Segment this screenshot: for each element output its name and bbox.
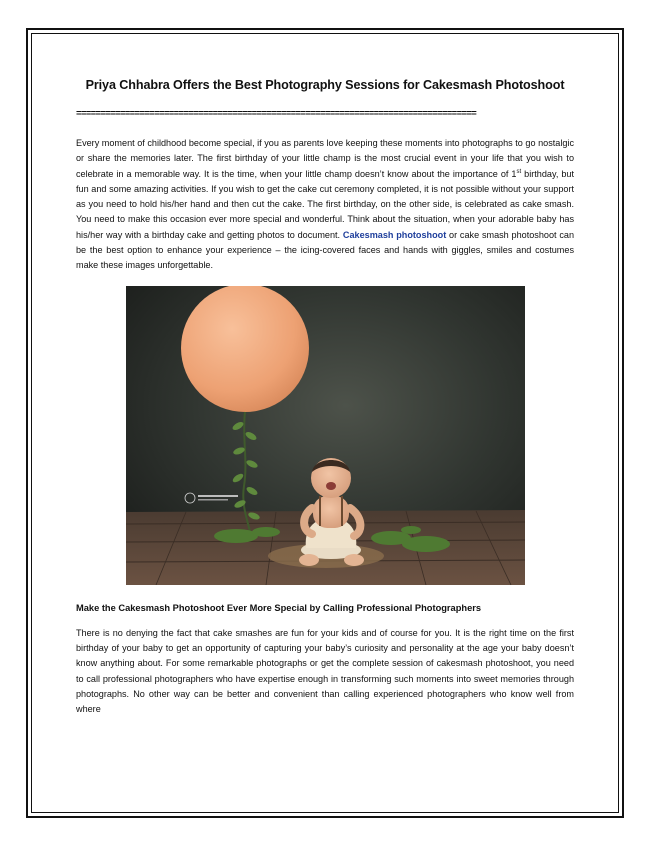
intro-paragraph: [76, 136, 574, 274]
ordinal-suffix: st: [516, 168, 522, 175]
intro-text-2: birthday, but fun and some amazing activities. If you wish to get the cake cut ceremony completed, it is not possible without your support as you need to hold his/her hand and then cut the cake. The first birthday, on the other side, is celebrated as cake smash. You need to make this occasion ever more special and wonderful. Think about the situation, when your adorable baby has his/her way with a birthday cake and getting photos to document.: [76, 168, 574, 240]
document-title: Priya Chhabra Offers the Best Photography Sessions for Cakesmash Photoshoot: [85, 78, 565, 92]
intro-text-3: or cake smash photoshoot can be the best option to enhance your experience – the icing-covered faces and hands with giggles, smiles and costumes make these images unforgettable.: [76, 229, 574, 271]
cakesmash-photoshoot-link[interactable]: Cakesmash photoshoot: [342, 229, 447, 240]
balloon: [181, 286, 309, 412]
document-content: [76, 76, 574, 717]
section-subheading: Make the Cakesmash Photoshoot Ever More Special by Calling Professional Photographers: [76, 602, 482, 613]
body-paragraph-2: There is no denying the fact that cake smashes are fun for your kids and of course for you. It is the right time on the first birthday of your baby to get an opportunity of capturing your baby’s curiosity and personality at the age your baby doesn’t know anything about. For some remarkable photographs or get the complete session of cakesmash photoshoot, you need to call professional photographers who have expertise enough in transforming such moments into sweet memories through photographs. No other way can be better and convenient than calling experienced photographers who know well from where: [76, 627, 574, 715]
baby-balloon-photo: [126, 286, 525, 585]
intro-text-1: Every moment of childhood become special, if you as parents love keeping these moments into photographs to go nostalgic or share the memories later. The first birthday of your little champ is the most crucial event in your life that you wish to celebrate in a memorable way. It is the time, when your little champ doesn’t know about the importance of 1: [76, 138, 574, 179]
separator-line: ==================================================================================: [76, 108, 477, 119]
